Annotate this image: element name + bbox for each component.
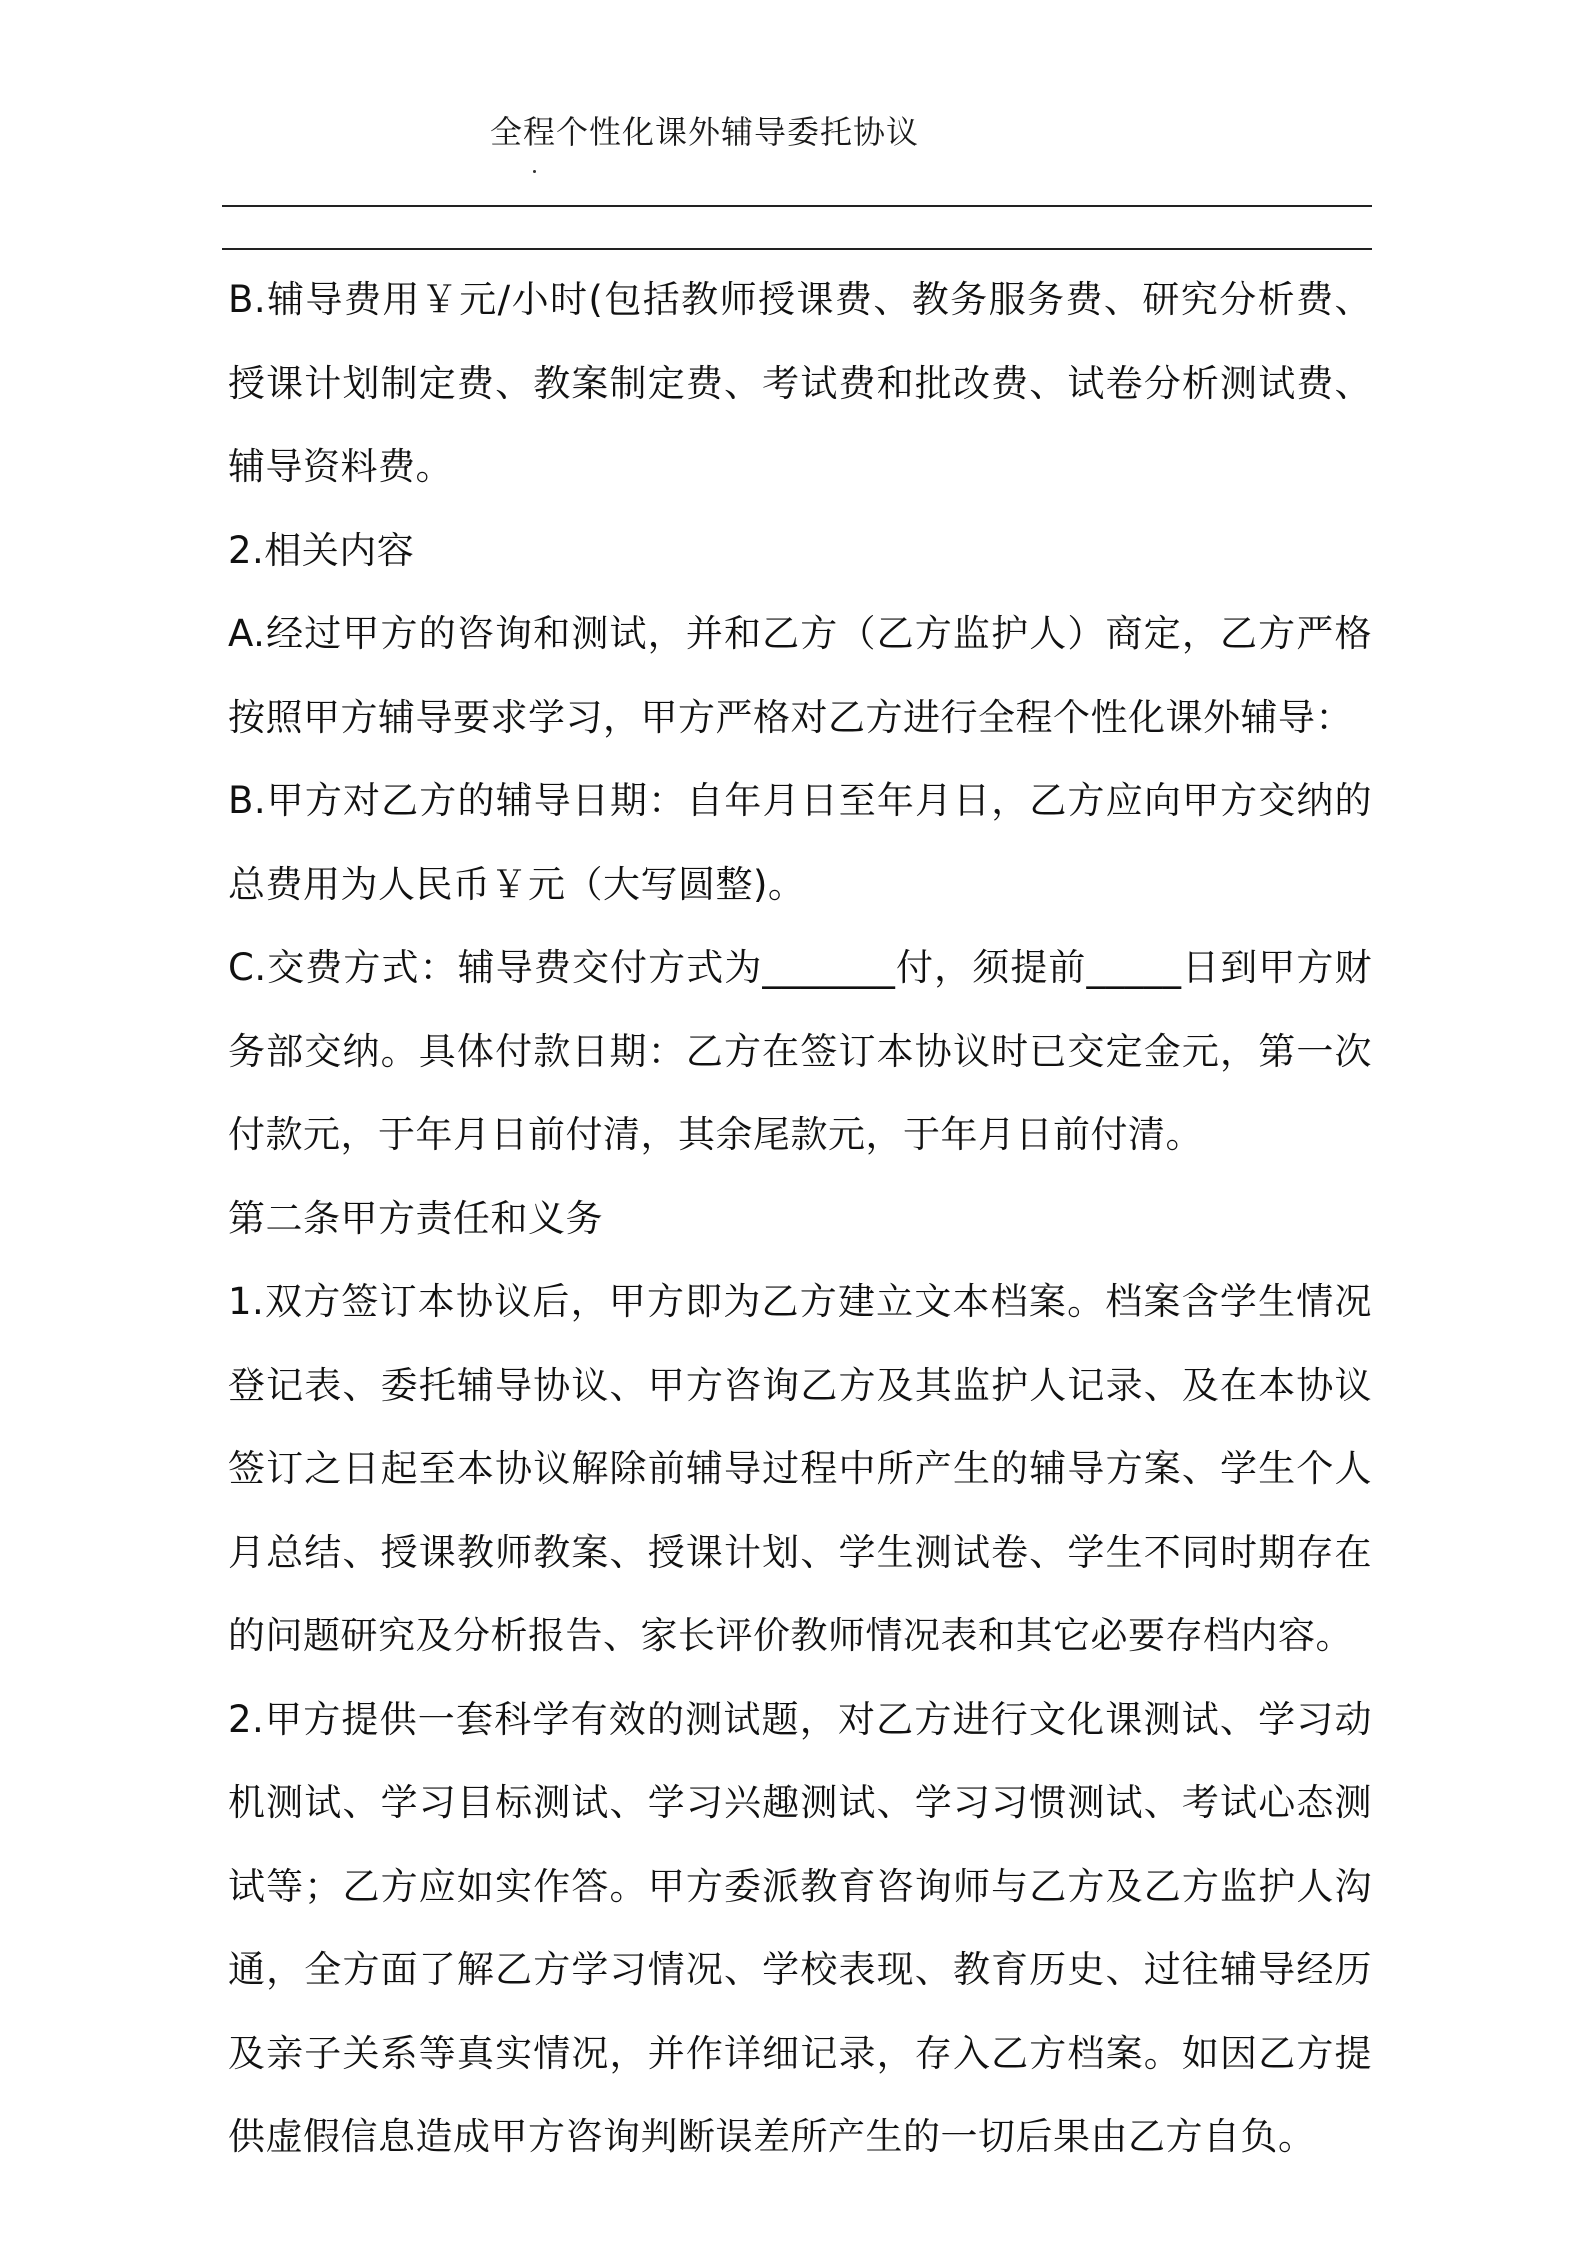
document-body — [228, 258, 1372, 2179]
paragraph-tutoring-dates: B.甲方对乙方的辅导日期：自年月日至年月日，乙方应向甲方交纳的总费用为人民币￥元（大写圆整)。 — [228, 779, 1372, 906]
header-rule-bottom — [222, 248, 1372, 250]
paragraph-article-two-heading: 第二条甲方责任和义务 — [228, 1196, 603, 1240]
paragraph-clause-two: 2.甲方提供一套科学有效的测试题，对乙方进行文化课测试、学习动机测试、学习目标测试、学习兴趣测试、学习习惯测试、考试心态测试等；乙方应如实作答。甲方委派教育咨询师与乙方及乙方监护人沟通，全方面了解乙方学习情况、学校表现、教育历史、过往辅导经历及亲子关系等真实情况，并作详细记录，存入乙方档案。如因乙方提供虚假信息造成甲方咨询判断误差所产生的一切后果由乙方自负。 — [228, 1697, 1372, 2158]
header-dot-mark — [533, 170, 536, 173]
paragraph-section-heading-related: 2.相关内容 — [228, 528, 415, 572]
paragraph-clause-one: 1.双方签订本协议后，甲方即为乙方建立文本档案。档案含学生情况登记表、委托辅导协议、甲方咨询乙方及其监护人记录、及在本协议签订之日起至本协议解除前辅导过程中所产生的辅导方案、学生个人月总结、授课教师教案、授课计划、学生测试卷、学生不同时期存在的问题研究及分析报告、家长评价教师情况表和其它必要存档内容。 — [228, 1280, 1372, 1657]
paragraph-consultation: A.经过甲方的咨询和测试，并和乙方（乙方监护人）商定，乙方严格按照甲方辅导要求学习，甲方严格对乙方进行全程个性化课外辅导： — [228, 612, 1372, 739]
paragraph-payment-method: C.交费方式：辅导费交付方式为_______付，须提前_____日到甲方财务部交纳。具体付款日期：乙方在签订本协议时已交定金元，第一次付款元，于年月日前付清，其余尾款元，于年月日前付清。 — [228, 946, 1372, 1156]
document-header-title: 全程个性化课外辅导委托协议 — [490, 113, 920, 151]
header-rule-top — [222, 205, 1372, 207]
paragraph-fee-rate: B.辅导费用￥元/小时(包括教师授课费、教务服务费、研究分析费、授课计划制定费、教案制定费、考试费和批改费、试卷分析测试费、辅导资料费。 — [228, 278, 1372, 488]
